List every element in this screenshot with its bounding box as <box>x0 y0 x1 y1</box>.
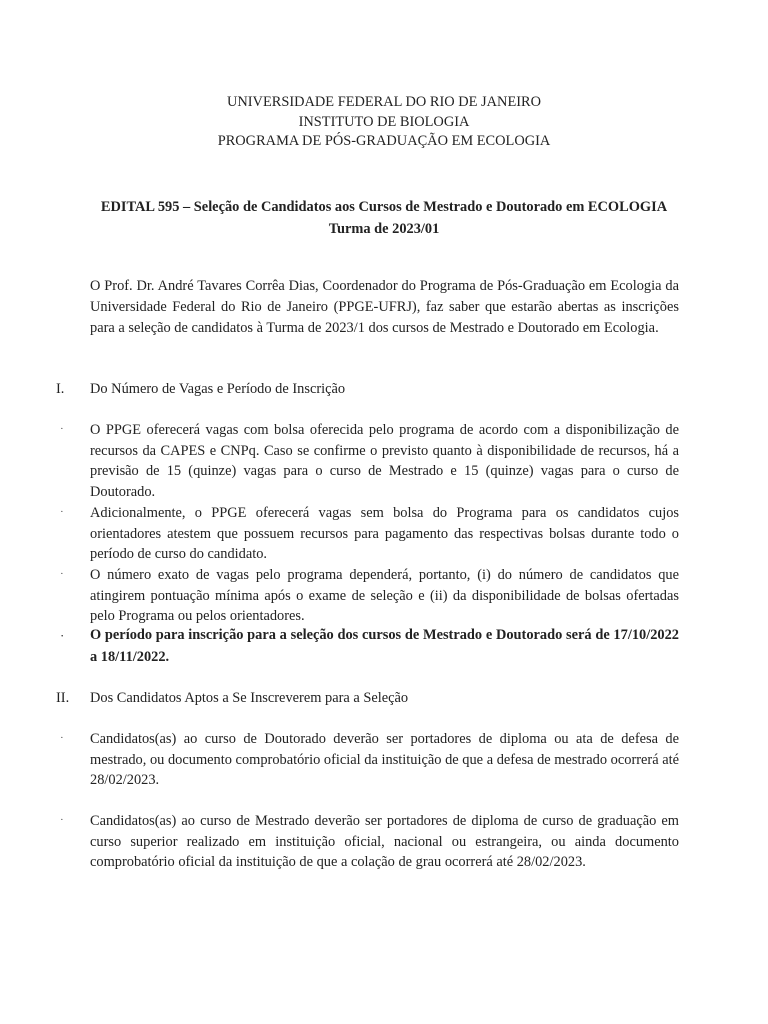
bullet-icon: · <box>60 423 64 435</box>
list-item: O PPGE oferecerá vagas com bolsa oferecida pelo programa de acordo com a disponibilização de recursos da CAPES e CNPq. Caso se confirme o previsto quanto à disponibilidade de recursos, há a previsão de 15 (quinze) vagas para o curso de Mestrado e 15 (quinze) vagas para o curso de Doutorado. <box>90 422 679 501</box>
bullet-icon: · <box>60 732 64 744</box>
program-name: PROGRAMA DE PÓS-GRADUAÇÃO EM ECOLOGIA <box>217 133 551 150</box>
section-title: Do Número de Vagas e Período de Inscrição <box>90 381 346 397</box>
edital-title: EDITAL 595 – Seleção de Candidatos aos Cursos de Mestrado e Doutorado em ECOLOGIA Turma de 2023/01 <box>100 199 668 237</box>
institution-header <box>0 93 768 152</box>
university-name: UNIVERSIDADE FEDERAL DO RIO DE JANEIRO <box>226 94 542 110</box>
section-number: I. <box>56 381 65 397</box>
list-item: O número exato de vagas pelo programa dependerá, portanto, (i) do número de candidatos que atingirem pontuação mínima após o exame de seleção e (ii) da disponibilidade de bolsas ofertadas pelo Programa ou pelos orientadores. <box>90 567 679 625</box>
bullet-icon: · <box>60 814 64 826</box>
list-item: Candidatos(as) ao curso de Doutorado deverão ser portadores de diploma ou ata de defesa de mestrado, ou documento comprobatório oficial da instituição de que a defesa de mestrado ocorrerá até 28/02/2023. <box>90 731 679 789</box>
bullet-icon: · <box>60 628 65 643</box>
list-item: Candidatos(as) ao curso de Mestrado deverão ser portadores de diploma de curso de graduação em curso superior realizado em instituição oficial, nacional ou estrangeira, ou ainda documento comprobatório oficial da instituição de que a colação de grau ocorrerá até 28/02/2023. <box>90 813 679 871</box>
section-title: Dos Candidatos Aptos a Se Inscreverem para a Seleção <box>90 690 409 706</box>
list-item-highlight: O período para inscrição para a seleção dos cursos de Mestrado e Doutorado será de 17/10/2022 a 18/11/2022. <box>90 627 679 665</box>
list-item: Adicionalmente, o PPGE oferecerá vagas sem bolsa do Programa para os candidatos cujos orientadores atestem que possuem recursos para pagamento das respectivas bolsas durante todo o período de curso do candidato. <box>90 505 679 563</box>
institute-name: INSTITUTO DE BIOLOGIA <box>298 113 470 130</box>
section-number: II. <box>56 690 70 706</box>
intro-paragraph: O Prof. Dr. André Tavares Corrêa Dias, Coordenador do Programa de Pós-Graduação em Ecologia da Universidade Federal do Rio de Janeiro (PPGE-UFRJ), faz saber que estarão abertas as inscrições para a seleção de candidatos à Turma de 2023/1 dos cursos de Mestrado e Doutorado em Ecologia. <box>90 278 679 336</box>
bullet-icon: · <box>60 506 64 518</box>
bullet-icon: · <box>60 568 64 580</box>
